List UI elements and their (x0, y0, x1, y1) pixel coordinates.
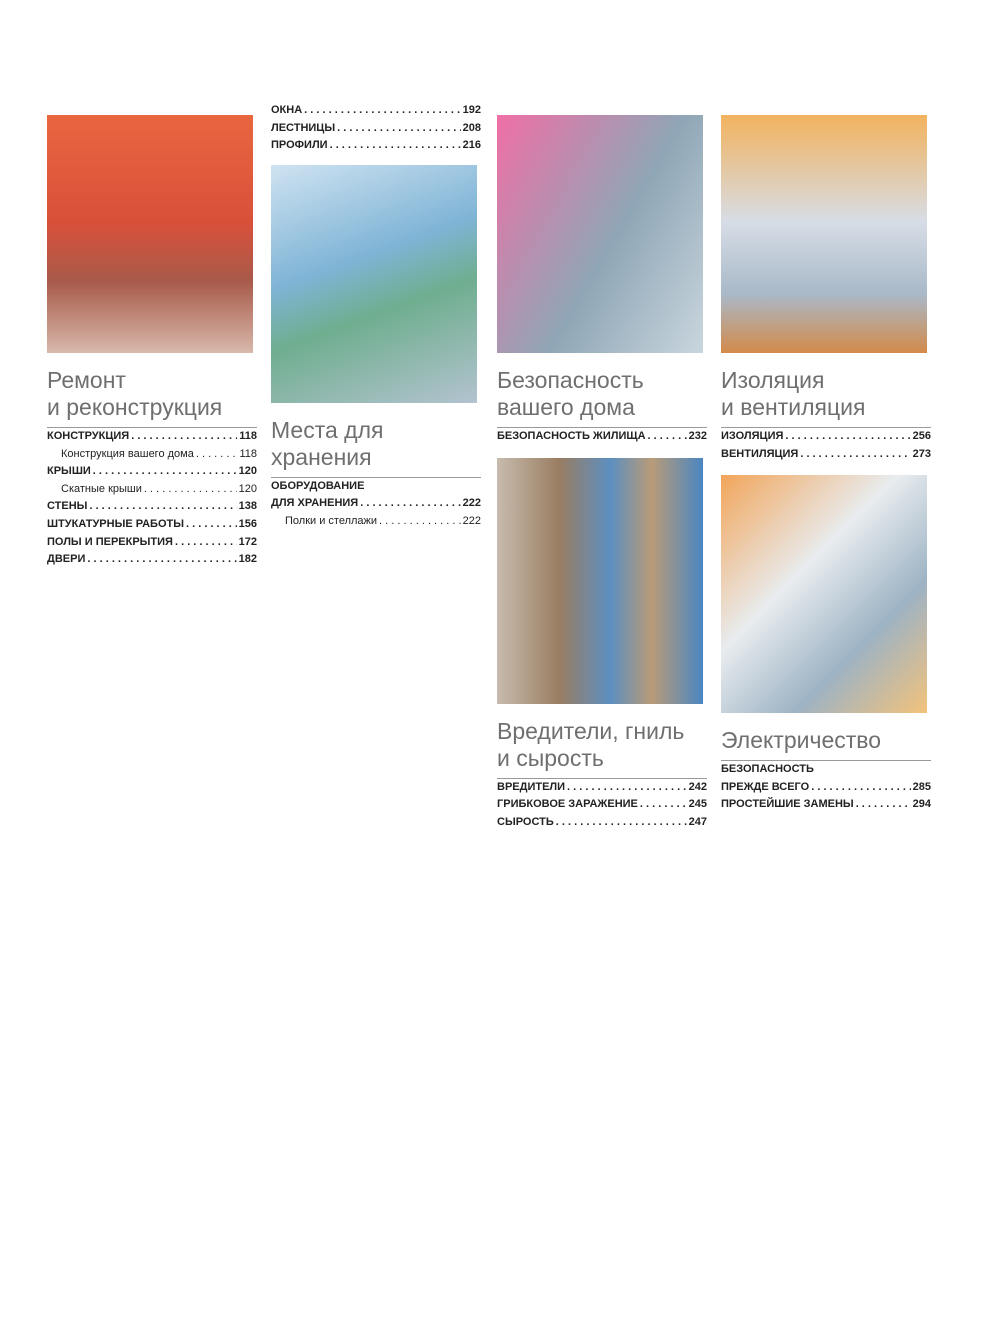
column-2 (271, 0, 481, 531)
entry-page: 232 (688, 430, 707, 442)
dot-leader (567, 779, 687, 797)
toc-list (497, 779, 707, 832)
entry-page: 192 (462, 104, 481, 116)
entry-page: 285 (912, 780, 931, 793)
entry-title: СТЕНЫ (47, 500, 88, 513)
dot-leader (856, 796, 911, 814)
column-4 (721, 0, 931, 814)
entry-title: БЕЗОПАСНОСТЬ ЖИЛИЩА (497, 430, 646, 442)
dot-leader (175, 534, 237, 552)
toc-entry (47, 481, 257, 499)
entry-title: ЛЕСТНИЦЫ (271, 121, 336, 134)
weathered-wood-photo (497, 458, 703, 704)
entry-page: 247 (688, 815, 707, 828)
toc-list (271, 102, 481, 155)
entry-title: БЕЗОПАСНОСТЬ (721, 763, 814, 776)
toc-entry (721, 779, 931, 797)
toc-entry (497, 779, 707, 797)
entry-title: ВРЕДИТЕЛИ (497, 780, 566, 793)
entry-page: 245 (688, 798, 707, 811)
circuit-breakers-photo (721, 475, 927, 713)
entry-title: ДВЕРИ (47, 553, 86, 566)
entry-title: ОБОРУДОВАНИЕ (271, 479, 365, 492)
toc-entry (721, 446, 931, 464)
dot-leader (648, 428, 687, 446)
toc-entry (497, 796, 707, 814)
entry-page: 120 (238, 482, 257, 495)
entry-title: Полки и стеллажи (285, 514, 378, 527)
toc-entry (721, 428, 931, 446)
toc-entry (721, 761, 931, 779)
hammer-on-floor-photo (47, 115, 253, 353)
toc-entry (47, 498, 257, 516)
entry-page: 182 (238, 553, 257, 566)
entry-page: 120 (238, 465, 257, 478)
toc-entry (271, 137, 481, 155)
toc-entry (271, 478, 481, 496)
dot-leader (800, 446, 910, 464)
entry-page: 216 (462, 139, 481, 152)
entry-page: 222 (462, 514, 481, 527)
toc-entry (497, 428, 707, 446)
toc-list (721, 428, 931, 463)
entry-page: 222 (462, 497, 481, 510)
toc-entry (271, 495, 481, 513)
dot-leader (330, 137, 461, 155)
dot-leader (131, 428, 237, 446)
toc-list (721, 761, 931, 814)
dot-leader (196, 446, 238, 464)
dot-leader (144, 481, 237, 499)
toc-list (497, 428, 707, 446)
entry-title: ПОЛЫ И ПЕРЕКРЫТИЯ (47, 535, 173, 548)
section-heading: Ремонт и реконструкция (47, 367, 223, 420)
entry-title: ПРОФИЛИ (271, 139, 328, 152)
entry-title: ОКНА (271, 104, 303, 116)
entry-page: 138 (238, 500, 257, 513)
toc-entry (47, 534, 257, 552)
column-1 (47, 0, 257, 569)
fan-wheel-photo (721, 115, 927, 353)
entry-title: ШТУКАТУРНЫЕ РАБОТЫ (47, 517, 184, 530)
toc-entry (47, 428, 257, 446)
keys-heart-photo (497, 115, 703, 353)
entry-title: ГРИБКОВОЕ ЗАРАЖЕНИЕ (497, 798, 638, 811)
section-heading: Безопасность вашего дома (497, 367, 644, 420)
entry-title: Скатные крыши (61, 482, 142, 495)
toc-entry (47, 516, 257, 534)
dot-leader (785, 428, 910, 446)
dot-leader (379, 513, 461, 531)
entry-page: 156 (238, 517, 257, 530)
dot-leader (93, 463, 237, 481)
entry-title: ДЛЯ ХРАНЕНИЯ (271, 497, 359, 510)
entry-page: 172 (238, 535, 257, 548)
toc-entry (271, 120, 481, 138)
toc-entry (47, 551, 257, 569)
dot-leader (87, 551, 236, 569)
entry-page: 242 (688, 780, 707, 793)
dot-leader (360, 495, 460, 513)
dot-leader (556, 814, 687, 832)
section-heading: Изоляция и вентиляция (721, 367, 866, 420)
toc-entry (271, 102, 481, 120)
dot-leader (186, 516, 237, 534)
entry-page: 256 (912, 430, 931, 442)
entry-title: КРЫШИ (47, 465, 91, 478)
entry-page: 118 (239, 430, 257, 442)
toc-entry (497, 814, 707, 832)
toc-entry (721, 796, 931, 814)
dot-leader (811, 779, 910, 797)
dot-leader (89, 498, 236, 516)
section-heading: Места для хранения (271, 416, 384, 470)
entry-page: 273 (912, 447, 931, 460)
entry-title: ИЗОЛЯЦИЯ (721, 430, 784, 442)
entry-page: 208 (462, 121, 481, 134)
entry-title: ВЕНТИЛЯЦИЯ (721, 447, 799, 460)
toc-list (47, 428, 257, 569)
entry-title: ПРЕЖДЕ ВСЕГО (721, 780, 810, 793)
entry-title: Конструкция вашего дома (61, 447, 194, 460)
section-heading: Электричество (721, 727, 882, 754)
section-heading: Вредители, гниль и сырость (497, 717, 685, 771)
column-3 (497, 0, 707, 831)
entry-page: 294 (912, 798, 931, 811)
entry-title: СЫРОСТЬ (497, 815, 554, 828)
entry-title: ПРОСТЕЙШИЕ ЗАМЕНЫ (721, 798, 854, 811)
toc-entry (47, 446, 257, 464)
dot-leader (337, 120, 461, 138)
dot-leader (304, 102, 460, 120)
toc-entry (47, 463, 257, 481)
entry-title: КОНСТРУКЦИЯ (47, 430, 130, 442)
dot-leader (640, 796, 687, 814)
entry-page: 118 (239, 447, 257, 460)
toc-entry (271, 513, 481, 531)
toc-list (271, 478, 481, 531)
colored-pencils-photo (271, 165, 477, 403)
